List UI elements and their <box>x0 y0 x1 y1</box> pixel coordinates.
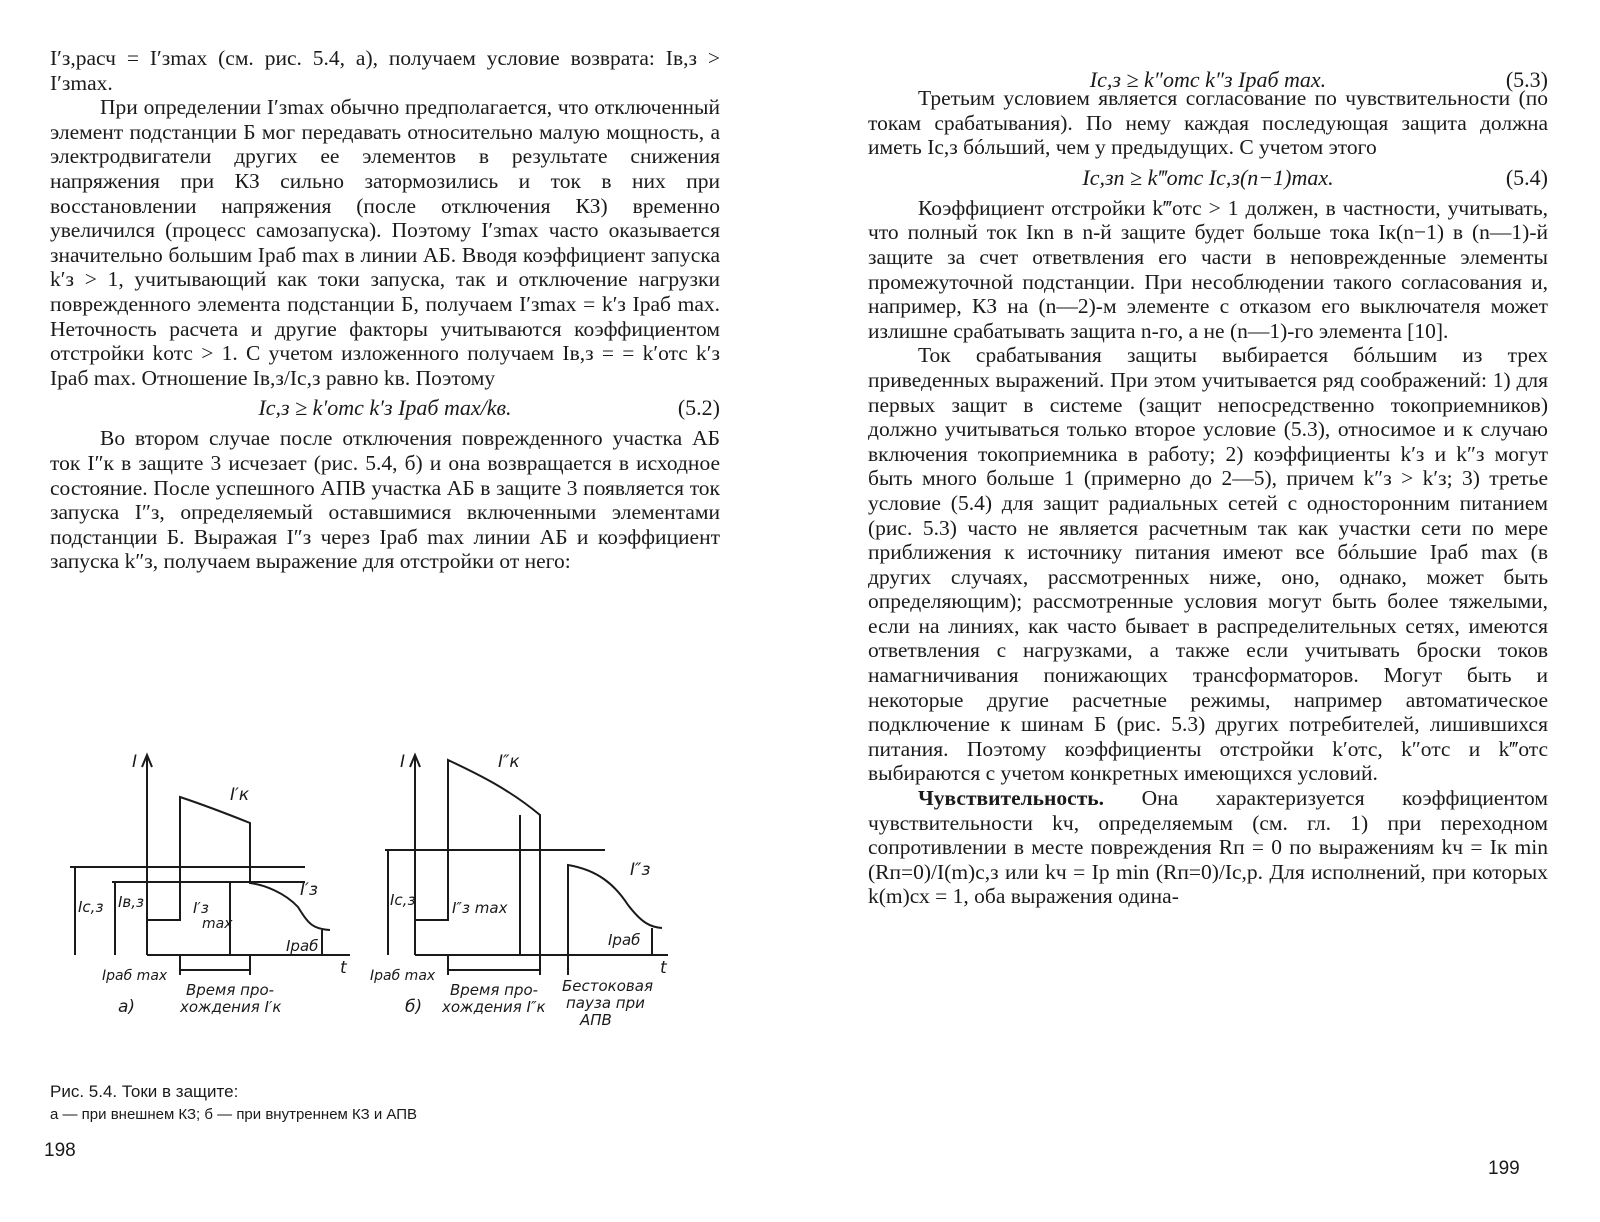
figure-5-4 <box>50 745 700 1075</box>
figure-b-ic3-label: Iс,з <box>390 891 416 909</box>
paragraph-sensitivity <box>868 786 1548 909</box>
left-page <box>0 0 760 1222</box>
figure-a-ic3-label: Iс,з <box>78 898 104 916</box>
left-text-column <box>50 46 720 574</box>
sensitivity-text: Она характеризуется коэффициентом чувствительности kч, определяемым (см. гл. 1) при переходном сопротивлении в месте повреждения Rп = 0 по выражениям kч = Iк min (Rп=0)/I(m)с,з или kч = Iр min (Rп=0)/Iс,р. Для исполнений, при которых k(m)сх = 1, оба выражения одина- <box>868 786 1548 909</box>
figure-b-ik-label: I″к <box>498 752 520 772</box>
figure-a-iz-label: I′з <box>300 880 318 900</box>
formula-5-4-number: (5.4) <box>1505 164 1548 190</box>
formula-5-2-number: (5.2) <box>677 395 720 421</box>
figure-b-time-label-2: хождения I″к <box>442 998 546 1016</box>
figure-b-pause-label-2: пауза при <box>566 994 645 1012</box>
figure-a-current-curve <box>147 797 330 930</box>
figure-b-irab-label: Iраб <box>608 931 641 949</box>
figure-b-irab-max-label: Iраб max <box>370 968 436 984</box>
formula-5-3-expression: Iс,з ≥ k″отс k″з Iраб max. <box>1089 67 1327 92</box>
figure-a-axis-i-label: I <box>132 752 138 772</box>
figure-a-irab-max-label: Iраб max <box>102 968 168 984</box>
formula-5-3-number: (5.3) <box>1505 67 1548 92</box>
figure-caption-subtitle: а — при внешнем КЗ; б — при внутреннем КЗ и АПВ <box>50 1106 417 1123</box>
paragraph-sensitivity-coordination: Третьим условием является согласование по чувствительности (по токам срабатывания). По нему каждая последующая защита должна иметь Iс,з бóльший, чем у предыдущих. С учетом этого <box>868 86 1548 160</box>
figure-a-izmax-label-2: max <box>202 916 233 932</box>
paragraph-pickup-current: Ток срабатывания защиты выбирается бóльшим из трех приведенных выражений. При этом учитывается ряд соображений: 1) для первых защит в системе (защит непосредственно токоприемников) должно учитываться только второе условие (5.3), относимое и к случаю включения токоприемника в работу; 2) коэффициенты k′з и k″з могут быть много больше 1 (примерно до 2—5), причем k″з > k′з; 3) третье условие (5.4) для защит радиальных сетей с односторонним питанием (рис. 5.3) часто не является расчетным так как участки сети по мере приближения к источнику питания имеют все бóльшие Iраб max (в других случаях, рассмотренных ниже, оно, однако, может быть определяющим); рассмотренные условия могут быть более тяжелыми, если на линиях, как часто бывает в распределительных сетях, имеются ответвления с нагрузками, а также если учитывать броски токов намагничивания понижающих трансформаторов. Могут быть и некоторые другие расчетные режимы, например автоматическое подключение к шинам Б (рис. 5.3) других потребителей, лишившихся питания. Поэтому коэффициенты отстройки k′отс, k″отс и k‴отс выбираются с учетом конкретных имеющихся условий. <box>868 343 1548 786</box>
figure-a-izmax-label-1: I′з <box>193 899 209 917</box>
page-number-left: 198 <box>44 1140 76 1161</box>
figure-b-time-label-1: Время про- <box>450 981 539 999</box>
figure-b-izmax-label: I″з max <box>452 899 508 917</box>
figure-b-axis-t-label: t <box>660 958 667 978</box>
figure-a-ik-label: I′к <box>230 785 250 805</box>
figure-b-iz-label: I″з <box>630 860 651 880</box>
figure-b-label: б) <box>405 997 423 1017</box>
right-page <box>860 0 1600 1222</box>
formula-5-4 <box>868 160 1548 196</box>
figure-a-ib3-label: Iв,з <box>118 893 145 911</box>
figure-b-pause-label-3: АПВ <box>580 1011 612 1029</box>
right-text-column <box>868 86 1548 909</box>
paragraph-second-case: Во втором случае после отключения поврежденного участка АБ ток I″к в защите 3 исчезает (рис. 5.4, б) и она возвращается в исходное состояние. После успешного АПВ участка АБ в защите 3 появляется ток запуска I″з, определяемый оставшимися включенными элементами подстанции Б. Выражая I″з через Iраб max линии АБ и коэффициент запуска k″з, получаем выражение для отстройки от него: <box>50 426 720 574</box>
figure-a-time-label-2: хождения I′к <box>180 998 282 1016</box>
paragraph-coefficient: Коэффициент отстройки k‴отс > 1 должен, в частности, учитывать, что полный ток Iкn в n-й защите будет больше тока Iк(n−1) в (n—1)-й защите за счет ответвления его части в неповрежденные элементы промежуточной подстанции. При несоблюдении такого согласования и, например, КЗ на (n—2)-м элементе с отказом его выключателя может излишне срабатывать защита n-го, а не (n—1)-го элемента [10]. <box>868 195 1548 343</box>
figure-a-axis-t-label: t <box>340 958 347 978</box>
formula-5-4-expression: Iс,зn ≥ k‴отс Iс,з(n−1)max. <box>1082 164 1334 190</box>
paragraph-continuation: I′з,расч = I′зmax (см. рис. 5.4, а), получаем условие возврата: Iв,з > I′зmax. <box>50 46 720 95</box>
figure-caption-title: Рис. 5.4. Токи в защите: <box>50 1082 239 1101</box>
figure-b-fault-current <box>415 760 540 955</box>
page-number-right: 199 <box>1488 1158 1520 1179</box>
paragraph-imax-definition: При определении I′зmax обычно предполагается, что отключенный элемент подстанции Б мог передавать относительно малую мощность, а электродвигатели других ее элементов в результате снижения напряжения при КЗ сильно затормозились и ток в них при восстановлении напряжения (после отключения КЗ) временно увеличился (процесс самозапуска). Поэтому I′зmax часто оказывается значительно большим Iраб max в линии АБ. Вводя коэффициент запуска k′з > 1, учитывающий как токи запуска, так и отключение нагрузки поврежденного элемента подстанции Б, получаем I′зmax = k′з Iраб max. Неточность расчета и другие факторы учитываются коэффициентом отстройки kотс > 1. С учетом изложенного получаем Iв,з = = k′отс k′з Iраб max. Отношение Iв,з/Iс,з равно kв. Поэтому <box>50 95 720 390</box>
figure-a-time-label-1: Время про- <box>186 981 275 999</box>
figure-a-label: а) <box>118 997 136 1017</box>
figure-caption <box>50 1080 670 1126</box>
sensitivity-heading: Чувствительность. <box>918 786 1105 811</box>
figure-b-pause-label-1: Бестоковая <box>562 977 653 995</box>
formula-5-2-expression: Iс,з ≥ k′отс k′з Iраб max/kв. <box>258 395 512 421</box>
figure-b-axis-i-label: I <box>400 752 406 772</box>
figure-a-irab-label: Iраб <box>286 937 319 955</box>
formula-5-2 <box>50 390 720 426</box>
